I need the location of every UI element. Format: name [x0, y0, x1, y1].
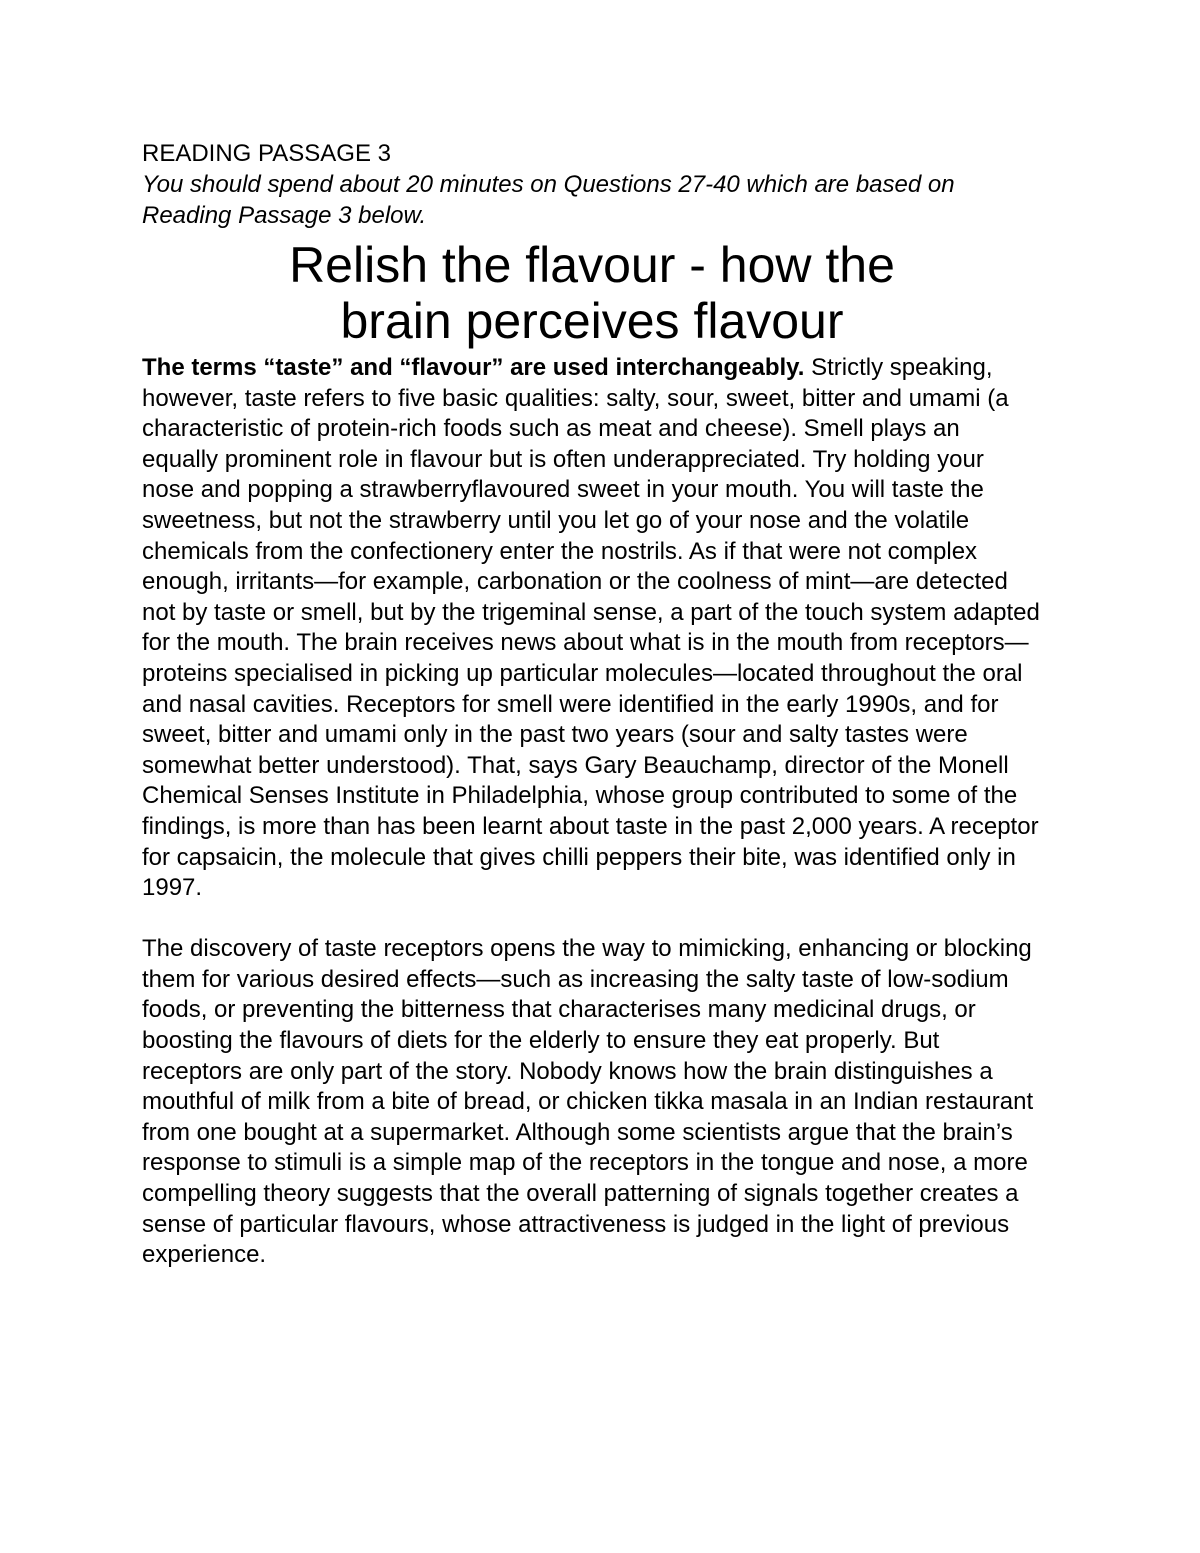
article-title-line-1: Relish the flavour - how the	[289, 237, 895, 293]
article-title	[142, 237, 1042, 349]
paragraph-1	[142, 353, 1042, 904]
paragraph-1-body: Strictly speaking, however, taste refers to five basic qualities: salty, sour, sweet, bitter and umami (a characteristic of protein-rich foods such as meat and cheese). Smell plays an equally prominent role in flavour but is often underappreciated. Try holding your nose and popping a strawberryflavoured sweet in your mouth. You will taste the sweetness, but not the strawberry until you let go of your nose and the volatile chemicals from the confectionery enter the nostrils. As if that were not complex enough, irritants—for example, carbonation or the coolness of mint—are detected not by taste or smell, but by the trigeminal sense, a part of the touch system adapted for the mouth. The brain receives news about what is in the mouth from receptors—proteins specialised in picking up particular molecules—located throughout the oral and nasal cavities. Receptors for smell were identified in the early 1990s, and for sweet, bitter and umami only in the past two years (sour and salty tastes were somewhat better understood). That, says Gary Beauchamp, director of the Monell Chemical Senses Institute in Philadelphia, whose group contributed to some of the findings, is more than has been learnt about taste in the past 2,000 years. A receptor for capsaicin, the molecule that gives chilli peppers their bite, was identified only in 1997.	[142, 354, 1040, 902]
instructions: You should spend about 20 minutes on Questions 27-40 which are based on Reading Passage 3 below.	[142, 171, 955, 229]
paragraph-1-lead: The terms “taste” and “flavour” are used interchangeably.	[142, 354, 805, 381]
section-label: READING PASSAGE 3	[142, 140, 391, 167]
article-title-line-2: brain perceives flavour	[340, 293, 844, 349]
document-page	[142, 138, 1042, 1271]
paragraph-2: The discovery of taste receptors opens the way to mimicking, enhancing or blocking them for various desired effects—such as increasing the salty taste of low-sodium foods, or preventing the bitterness that characterises many medicinal drugs, or boosting the flavours of diets for the elderly to ensure they eat properly. But receptors are only part of the story. Nobody knows how the brain distinguishes a mouthful of milk from a bite of bread, or chicken tikka masala in an Indian restaurant from one bought at a supermarket. Although some scientists argue that the brain’s response to stimuli is a simple map of the receptors in the tongue and nose, a more compelling theory suggests that the overall patterning of signals together creates a sense of particular flavours, whose attractiveness is judged in the light of previous experience.	[142, 935, 1034, 1269]
